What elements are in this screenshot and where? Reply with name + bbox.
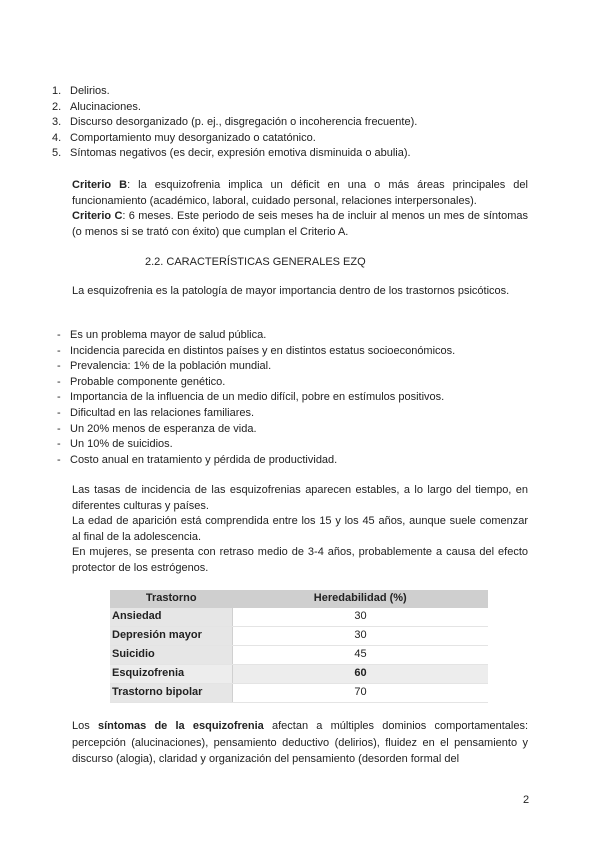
list-text: Discurso desorganizado (p. ej., disgregación o incoherencia frecuente). [70,116,418,129]
list-item: - Un 10% de suicidios. [57,438,173,451]
table-row: Depresión mayor 30 [110,627,488,646]
criteria-paragraph [72,178,528,240]
list-item: - Incidencia parecida en distintos países y en distintos estatus socioeconómicos. [57,344,456,357]
intro-paragraph: La esquizofrenia es la patología de mayor importancia dentro de los trastornos psicóticos. [72,285,510,297]
list-text: Alucinaciones. [70,100,141,113]
table-header-row: Trastorno Heredabilidad (%) [110,590,488,608]
symptoms-paragraph: Los síntomas de la esquizofrenia afectan a múltiples dominios comportamentales: percepción (alucinaciones), pensamiento deductivo (delirios), fluidez en el pensamiento y discurso (alogia), claridad y organización del pensamiento (desorden formal del [72,720,529,765]
criterio-c-label: Criterio C [72,210,123,223]
list-item: - Prevalencia: 1% de la población mundial. [57,360,272,373]
criterio-b-text: : la esquizofrenia implica un déficit en una o más áreas principales del funcionamiento (académico, laboral, cuidado personal, relaciones interpersonales). [72,179,528,207]
heritability-table [110,590,488,703]
criteria-list [52,84,417,162]
list-item: 1. Delirios. [52,84,417,100]
list-item: - Costo anual en tratamiento y pérdida de productividad. [57,453,338,466]
table-row: Suicidio 45 [110,646,488,665]
characteristics-list [57,328,527,468]
paragraph: La edad de aparición está comprendida entre los 15 y los 45 años, aunque suele comenzar al final de la adolescencia. [72,515,528,543]
paragraph: En mujeres, se presenta con retraso medio de 3-4 años, probablemente a causa del efecto protector de los estrógenos. [72,546,528,574]
list-item: - Es un problema mayor de salud pública. [57,329,267,341]
criterio-b-label: Criterio B [72,179,128,191]
list-text: Comportamiento muy desorganizado o catatónico. [70,131,316,144]
list-text: Síntomas negativos (es decir, expresión emotiva disminuida o abulia). [70,147,411,160]
table-row: Trastorno bipolar 70 [110,684,488,703]
list-item: - Probable componente genético. [57,375,226,388]
page-number: 2 [523,794,530,806]
section-heading: 2.2. CARACTERÍSTICAS GENERALES EZQ [145,256,366,268]
list-item: - Dificultad en las relaciones familiares. [57,406,255,419]
list-item: 4. Comportamiento muy desorganizado o catatónico. [52,131,417,147]
criterio-c-text: : 6 meses. Este periodo de seis meses ha de incluir al menos un mes de síntomas (o menos si se trató con éxito) que cumplan el Criterio A. [72,210,528,238]
list-item: 3. Discurso desorganizado (p. ej., disgregación o incoherencia frecuente). [52,115,417,131]
list-text: Delirios. [70,85,110,97]
table-row: Ansiedad 30 [110,608,488,627]
list-item: - Importancia de la influencia de un medio difícil, pobre en estímulos positivos. [57,391,445,404]
list-item: 5. Síntomas negativos (es decir, expresión emotiva disminuida o abulia). [52,146,417,162]
list-item: 2. Alucinaciones. [52,100,417,116]
epidemiology-paragraphs [72,483,528,577]
paragraph: Las tasas de incidencia de las esquizofrenias aparecen estables, a lo largo del tiempo, en diferentes culturas y países. [72,484,528,512]
list-item: - Un 20% menos de esperanza de vida. [57,422,257,435]
table-row: Esquizofrenia 60 [110,665,488,684]
